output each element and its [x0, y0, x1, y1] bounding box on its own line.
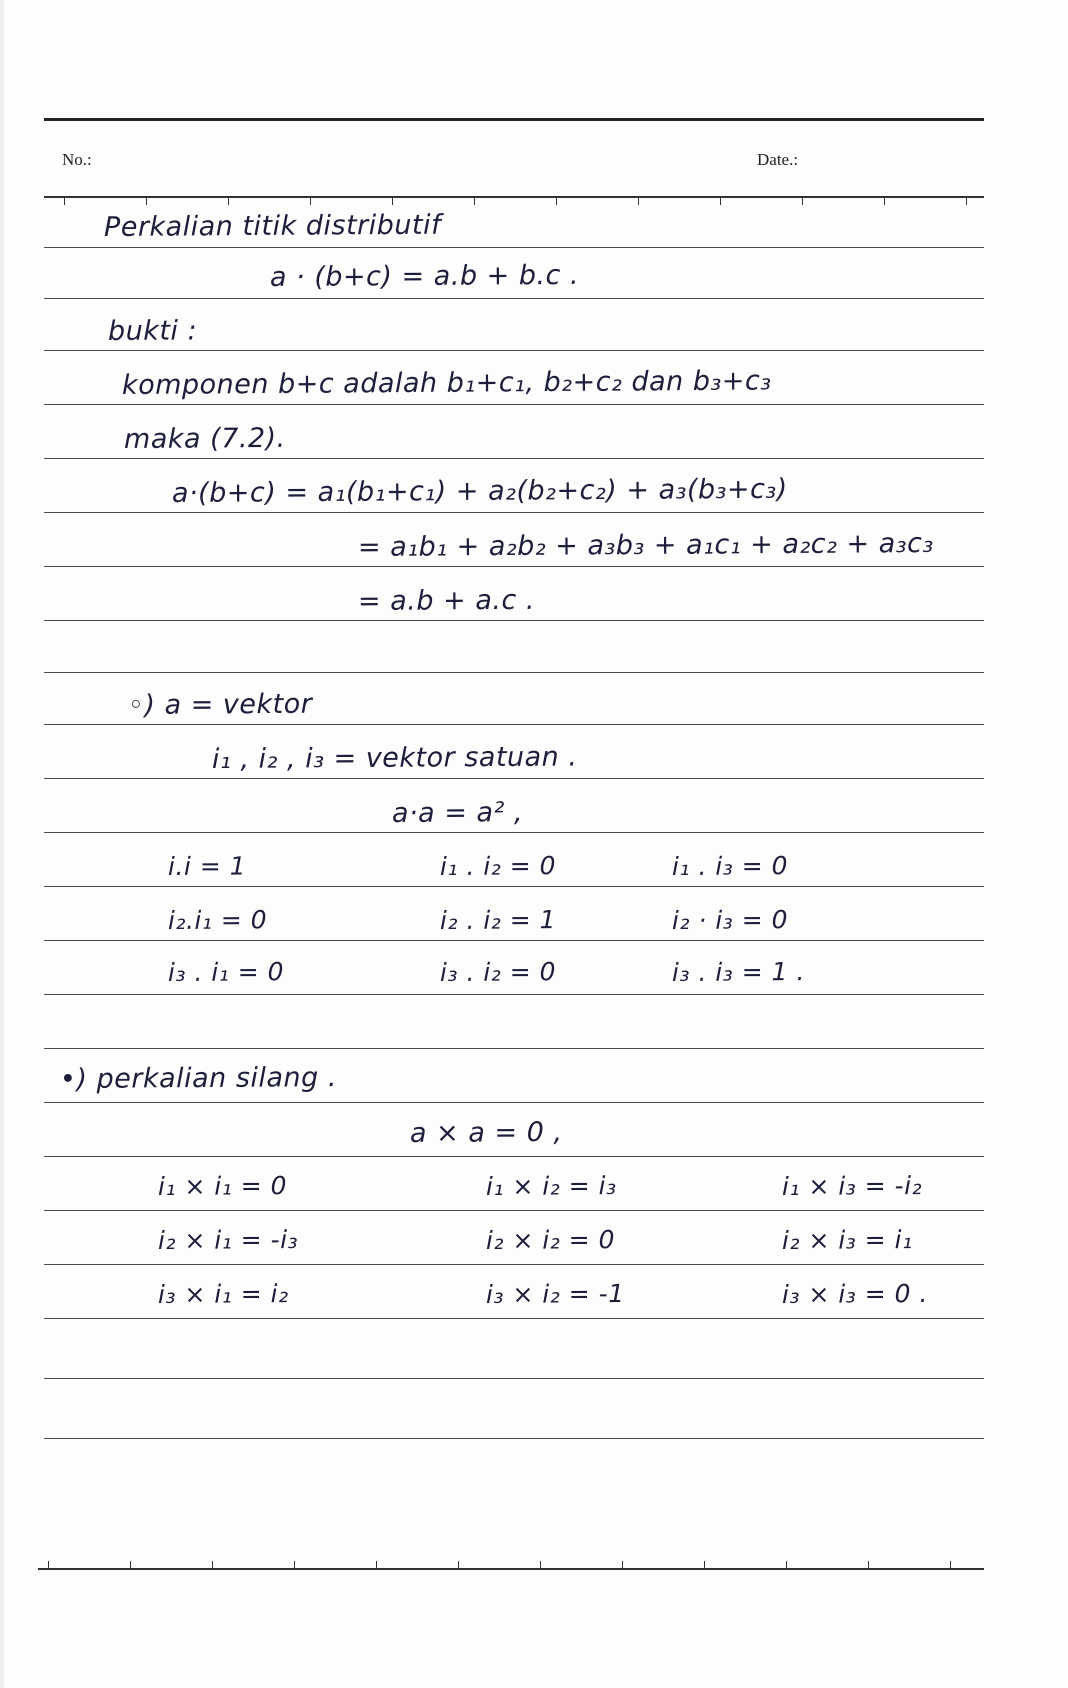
ruled-line — [44, 298, 984, 299]
bottom-rule — [38, 1568, 984, 1570]
ruled-line — [44, 1102, 984, 1103]
vector-definition: ◦) a = vektor — [127, 688, 313, 721]
ruled-line — [44, 886, 984, 887]
maka-line: maka (7.2). — [123, 422, 286, 455]
a-cross-a: a × a = 0 , — [409, 1116, 563, 1149]
cross-cell: i₂ × i₃ = i₁ — [781, 1225, 913, 1255]
ruled-line — [44, 778, 984, 779]
dot-cell: i₃ . i₃ = 1 . — [671, 957, 806, 987]
ruled-line — [44, 994, 984, 995]
proof-step-3: = a.b + a.c . — [357, 584, 536, 617]
components-line: komponen b+c adalah b₁+c₁, b₂+c₂ dan b₃+c₃ — [121, 365, 772, 401]
no-label: No.: — [62, 150, 92, 169]
ruled-line — [44, 512, 984, 513]
dot-cell: i₁ . i₃ = 0 — [671, 851, 789, 881]
ruled-line — [44, 672, 984, 673]
ruled-line — [44, 1156, 984, 1157]
ruled-line — [44, 620, 984, 621]
proof-label: bukti : — [107, 315, 198, 347]
ruled-line — [44, 566, 984, 567]
cross-cell: i₁ × i₂ = i₃ — [485, 1171, 617, 1201]
a-dot-a: a·a = a² , — [391, 797, 524, 829]
dot-cell: i₃ . i₂ = 0 — [439, 957, 557, 987]
section-title: Perkalian titik distributif — [103, 209, 442, 243]
ruled-line — [44, 350, 984, 351]
dot-cell: i₁ . i₂ = 0 — [439, 851, 557, 881]
dot-cell: i₃ . i₁ = 0 — [167, 957, 285, 987]
date-label: Date.: — [757, 150, 799, 169]
ruled-line — [44, 1048, 984, 1049]
cross-cell: i₃ × i₃ = 0 . — [781, 1278, 929, 1309]
dot-cell: i₂ · i₃ = 0 — [671, 905, 789, 935]
ruled-line — [44, 1318, 984, 1319]
ruled-line — [44, 724, 984, 725]
cross-cell: i₂ × i₂ = 0 — [485, 1225, 616, 1255]
ruled-line — [44, 458, 984, 459]
ruled-line — [44, 940, 984, 941]
cross-product-title: •) perkalian silang . — [59, 1062, 337, 1095]
distributive-formula: a · (b+c) = a.b + b.c . — [269, 259, 580, 293]
proof-step-1: a·(b+c) = a₁(b₁+c₁) + a₂(b₂+c₂) + a₃(b₃+c₃) — [171, 473, 788, 509]
proof-step-2: = a₁b₁ + a₂b₂ + a₃b₃ + a₁c₁ + a₂c₂ + a₃c₃ — [357, 527, 934, 563]
cross-cell: i₁ × i₁ = 0 — [157, 1171, 288, 1201]
page-edge — [0, 0, 4, 1688]
ruled-line — [44, 832, 984, 833]
ruled-line — [44, 1438, 984, 1439]
top-rule — [44, 118, 984, 121]
ruled-line — [44, 1264, 984, 1265]
dot-cell: i₂ . i₂ = 1 — [439, 905, 557, 935]
ruled-line — [44, 404, 984, 405]
cross-cell: i₃ × i₁ = i₂ — [157, 1279, 289, 1309]
header-rule — [44, 196, 984, 198]
unit-vector-definition: i₁ , i₂ , i₃ = vektor satuan . — [211, 741, 578, 775]
cross-cell: i₃ × i₂ = -1 — [485, 1279, 625, 1309]
dot-cell: i.i = 1 — [167, 851, 247, 881]
ruled-line — [44, 247, 984, 248]
cross-cell: i₂ × i₁ = -i₃ — [157, 1225, 299, 1255]
ruled-line — [44, 1210, 984, 1211]
cross-cell: i₁ × i₃ = -i₂ — [781, 1171, 923, 1201]
dot-cell: i₂.i₁ = 0 — [167, 905, 268, 935]
ruled-line — [44, 1378, 984, 1379]
